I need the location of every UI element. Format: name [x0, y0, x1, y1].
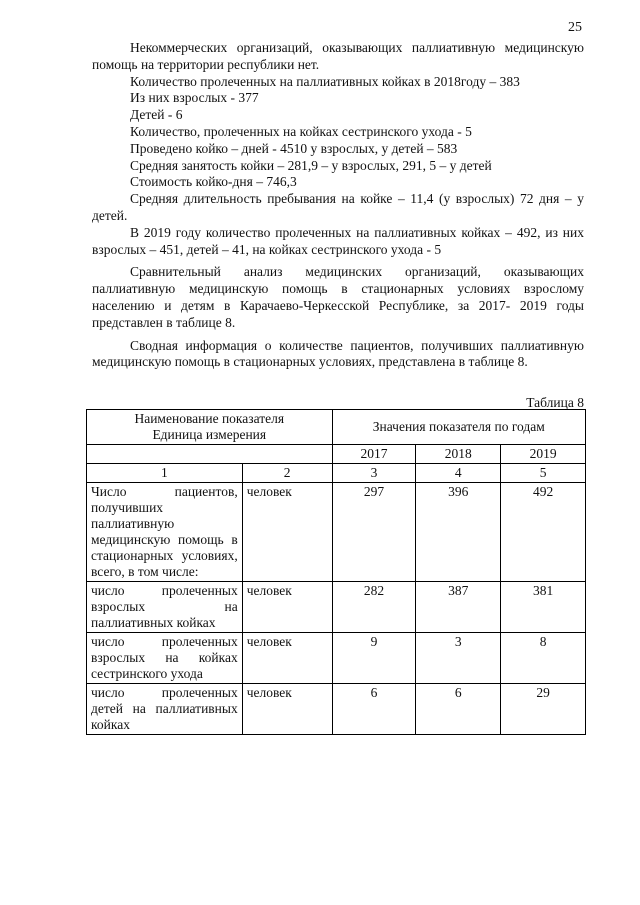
table-years-row	[87, 445, 586, 464]
header-name: Наименование показателя	[134, 411, 285, 426]
row-unit: человек	[242, 633, 332, 684]
row-name: Число пациентов, получивших паллиативную медицинскую помощь в стационарных условиях, всего, в том числе:	[87, 483, 243, 582]
row-value: 282	[332, 582, 416, 633]
row-name: число пролеченных взрослых на паллиативных койках	[87, 582, 243, 633]
col-number: 3	[332, 464, 416, 483]
row-name: число пролеченных взрослых на койках сестринского ухода	[87, 633, 243, 684]
paragraph: Некоммерческих организаций, оказывающих паллиативную медицинскую помощь на территории республики нет.	[92, 40, 584, 72]
header-spacer	[87, 445, 333, 464]
col-number: 1	[87, 464, 243, 483]
table-row	[87, 582, 586, 633]
year-cell: 2017	[332, 445, 416, 464]
row-value: 6	[416, 684, 501, 735]
paragraph: Детей - 6	[130, 107, 183, 123]
paragraph: Стоимость койко-дня – 746,3	[130, 174, 297, 190]
paragraph: Средняя занятость койки – 281,9 – у взрослых, 291, 5 – у детей	[130, 157, 492, 173]
paragraph: Проведено койко – дней - 4510 у взрослых, у детей – 583	[130, 140, 458, 156]
col-number: 5	[501, 464, 586, 483]
paragraph: Средняя длительность пребывания на койке – 11,4 (у взрослых) 72 дня – у детей.	[92, 191, 584, 223]
row-value: 387	[416, 582, 501, 633]
table-caption: Таблица 8	[526, 395, 584, 410]
header-values: Значения показателя по годам	[332, 410, 585, 445]
row-value: 381	[501, 582, 586, 633]
paragraph: Сравнительный анализ медицинских организаций, оказывающих паллиативную медицинскую помощь в стационарных условиях взрослому населению и детям в Карачаево-Черкесской Республике, за 2017- 2019 годы представлен в таблице 8.	[92, 264, 584, 330]
row-value: 3	[416, 633, 501, 684]
paragraph: Количество пролеченных на паллиативных койках в 2018году – 383	[130, 73, 520, 89]
row-unit: человек	[242, 582, 332, 633]
table-header-row	[87, 410, 586, 445]
row-value: 8	[501, 633, 586, 684]
col-number: 2	[242, 464, 332, 483]
year-cell: 2018	[416, 445, 501, 464]
row-unit: человек	[242, 483, 332, 582]
body-text	[92, 40, 584, 371]
row-value: 9	[332, 633, 416, 684]
row-name: число пролеченных детей на паллиативных койках	[87, 684, 243, 735]
table-row	[87, 633, 586, 684]
paragraph: Количество, пролеченных на койках сестринского ухода - 5	[130, 123, 472, 139]
year-cell: 2019	[501, 445, 586, 464]
paragraph: В 2019 году количество пролеченных на паллиативных койках – 492, из них взрослых – 451, детей – 41, на койках сестринского ухода - 5	[92, 224, 584, 257]
paragraph: Из них взрослых - 377	[130, 90, 259, 106]
row-value: 297	[332, 483, 416, 582]
row-value: 492	[501, 483, 586, 582]
page-number: 25	[568, 20, 582, 35]
table-row	[87, 684, 586, 735]
table-colnum-row	[87, 464, 586, 483]
row-value: 29	[501, 684, 586, 735]
row-value: 6	[332, 684, 416, 735]
col-number: 4	[416, 464, 501, 483]
data-table	[86, 409, 586, 735]
header-unit: Единица измерения	[152, 427, 267, 442]
header-name-unit	[87, 410, 333, 445]
table-row	[87, 483, 586, 582]
row-value: 396	[416, 483, 501, 582]
paragraph: Сводная информация о количестве пациентов, получивших паллиативную медицинскую помощь в стационарных условиях, представлена в таблице 8.	[92, 337, 584, 370]
row-unit: человек	[242, 684, 332, 735]
